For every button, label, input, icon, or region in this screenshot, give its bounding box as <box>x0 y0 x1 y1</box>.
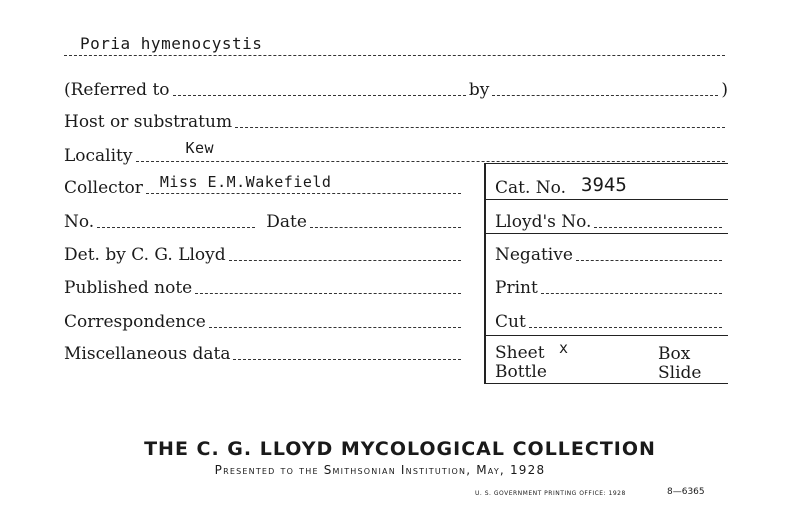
specimen-name: Poria hymenocystis <box>80 34 263 53</box>
misc-row <box>64 342 464 364</box>
right-panel-rule-1 <box>484 199 728 200</box>
host-row <box>64 110 728 132</box>
locality-line <box>136 139 726 162</box>
negative-label: Negative <box>495 245 573 265</box>
det-line <box>229 259 461 261</box>
cut-line <box>529 326 722 328</box>
by-label: by <box>468 80 490 100</box>
print-line <box>541 292 722 294</box>
collection-title: THE C. G. LLOYD MYCOLOGICAL COLLECTION <box>144 438 656 460</box>
misc-label: Miscellaneous data <box>64 344 231 364</box>
sheet-mark: x <box>559 339 569 357</box>
lloyds-label: Lloyd's No. <box>495 212 592 232</box>
form-code: 8—6365 <box>667 487 705 497</box>
sheet-label: Sheet <box>495 343 545 363</box>
right-panel-bottom-rule <box>484 383 728 384</box>
print-row <box>495 276 725 298</box>
host-label: Host or substratum <box>64 112 233 132</box>
right-panel-border <box>484 163 486 383</box>
right-panel-rule-3 <box>484 335 728 336</box>
lloyds-row <box>495 210 725 232</box>
collection-subtitle: Presented to the Smithsonian Institution, May, 1928 <box>214 463 546 477</box>
cat-line <box>569 174 722 196</box>
by-line <box>492 94 718 96</box>
cut-label: Cut <box>495 312 526 332</box>
correspondence-label: Correspondence <box>64 312 206 332</box>
negative-row <box>495 243 725 265</box>
no-label: No. <box>64 212 95 232</box>
no-date-row <box>64 210 464 232</box>
printing-office-imprint: U. S. GOVERNMENT PRINTING OFFICE: 1928 <box>475 490 626 497</box>
close-paren: ) <box>721 80 728 100</box>
correspondence-line <box>209 326 461 328</box>
bottle-label: Bottle <box>495 362 547 382</box>
published-label: Published note <box>64 278 193 298</box>
collector-line <box>146 173 461 194</box>
specimen-name-line <box>64 34 725 56</box>
slide-label: Slide <box>658 363 702 383</box>
specimen-name-row <box>64 34 728 60</box>
right-panel-rule-2 <box>484 233 728 234</box>
collector-label: Collector <box>64 178 143 198</box>
host-line <box>235 126 725 128</box>
locality-value: Kew <box>185 139 215 157</box>
correspondence-row <box>64 310 464 332</box>
referred-to-line <box>173 94 466 96</box>
locality-label: Locality <box>64 146 133 166</box>
right-panel-top-rule <box>484 163 728 164</box>
referred-row <box>64 78 728 100</box>
cut-row <box>495 310 725 332</box>
det-label: Det. by C. G. Lloyd <box>64 245 226 265</box>
date-label: Date <box>266 212 307 232</box>
date-line <box>310 226 461 228</box>
cat-value: 3945 <box>581 174 627 196</box>
print-label: Print <box>495 278 538 298</box>
referred-to-label: (Referred to <box>64 80 170 100</box>
cat-label: Cat. No. <box>495 178 566 198</box>
cat-row <box>495 176 725 198</box>
box-label: Box <box>658 344 691 364</box>
det-row <box>64 243 464 265</box>
misc-line <box>233 358 461 360</box>
collector-value: Miss E.M.Wakefield <box>159 173 332 191</box>
collector-row <box>64 173 464 198</box>
published-row <box>64 276 464 298</box>
negative-line <box>576 259 722 261</box>
lloyds-line <box>594 226 722 228</box>
no-line <box>97 226 255 228</box>
published-line <box>195 292 461 294</box>
